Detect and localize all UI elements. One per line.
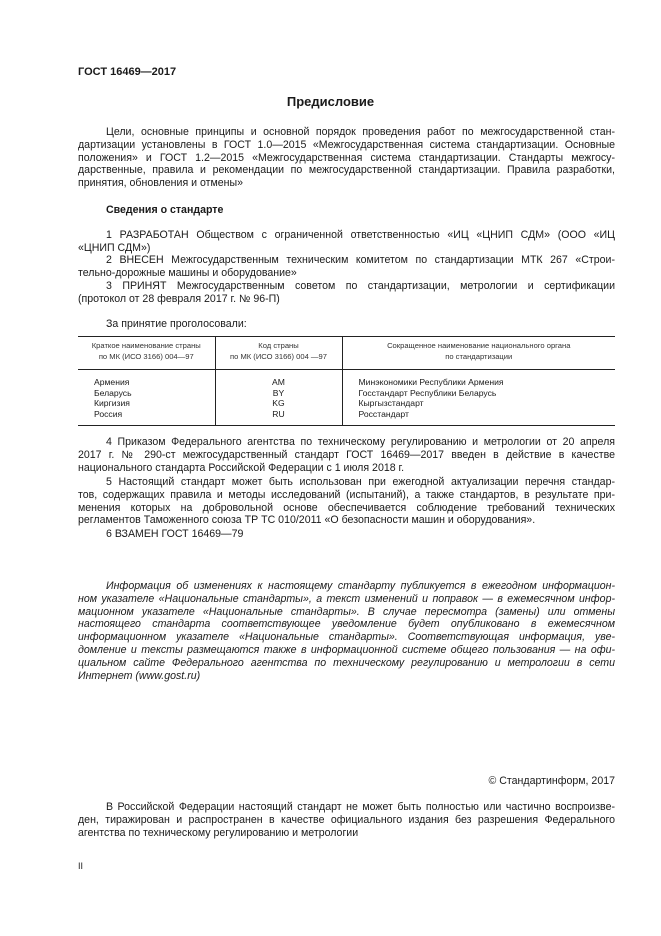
country-name-cell: Киргизия	[94, 398, 130, 408]
country-code-cell: RU	[215, 409, 342, 426]
reproduction-notice	[78, 801, 615, 839]
page-title: Предисловие	[286, 94, 375, 109]
table-row	[78, 398, 615, 409]
item-4-order	[78, 436, 615, 474]
intro-line: Цели, основные принципы и основной порядок проведения работ по межгосударственной стан-	[106, 126, 615, 138]
item-4-line: национального стандарта Российской Федерации с 1 июля 2018 г.	[78, 461, 405, 474]
intro-paragraph	[78, 126, 615, 190]
page-number: II	[78, 861, 84, 871]
table-row	[78, 388, 615, 399]
item-2-line: тельно-дорожные машины и оборудование»	[78, 266, 297, 279]
national-body-header: Сокращенное наименование национального органа по стандартизации	[342, 337, 615, 370]
country-code-cell: AM	[215, 370, 342, 388]
item-5-line: менения которых на добровольной основе обеспечивается соблюдение требований технических	[78, 501, 615, 514]
country-code-cell: BY	[215, 388, 342, 399]
reproduction-line: ден, тиражирован и распространен в качестве официального издания без разрешения Федерального	[78, 813, 615, 826]
changes-info-line: домление и тексты размещаются также в информационной системе общего пользования — на офи-	[78, 643, 615, 656]
item-5-usage	[78, 476, 615, 527]
country-name-cell: Беларусь	[94, 387, 132, 398]
national-body-cell: Госстандарт Республики Беларусь	[342, 388, 615, 399]
changes-info-line: циальном сайте Федерального агентства по техническому регулированию и метрологии в сети	[78, 656, 615, 669]
country-code-cell: KG	[215, 398, 342, 409]
item-3-adopted	[78, 280, 615, 306]
voting-countries-table	[78, 336, 615, 426]
item-2-line: 2 ВНЕСЕН Межгосударственным техническим комитетом по стандартизации МТК 267 «Строи-	[106, 254, 615, 266]
item-3-line: 3 ПРИНЯТ Межгосударственным советом по стандартизации, метрологии и сертификации	[106, 280, 615, 292]
table-row	[78, 409, 615, 426]
reproduction-line: В Российской Федерации настоящий стандарт не может быть полностью или частично воспроизве-	[106, 801, 615, 813]
item-2-submitted	[78, 254, 615, 280]
changes-info-line: Интернет (www.gost.ru)	[78, 669, 201, 682]
item-5-line: тов, содержащих правила и методы исследований (испытаний), а также стандартов, в результате при-	[78, 488, 615, 501]
changes-info-line: мационном указателе «Национальные стандарты». В случае пересмотра (замены) или отмены	[78, 605, 615, 618]
country-code-header: Код страны по МК (ИСО 3166) 004 —97	[215, 337, 342, 370]
item-4-line: 4 Приказом Федерального агентства по техническому регулированию и метрологии от 20 апреля	[106, 436, 615, 448]
country-name-cell: Россия	[78, 409, 215, 426]
info-heading: Сведения о стандарте	[106, 204, 224, 216]
changes-info-line: ном указателе «Национальные стандарты», а текст изменений и поправок — в ежемесячном инфор-	[78, 592, 615, 605]
intro-line: принятия, обновления и отмены»	[78, 177, 244, 190]
item-6-replaces: 6 ВЗАМЕН ГОСТ 16469—79	[106, 528, 244, 540]
changes-info-line: настоящего стандарта соответствующее уведомление будет опубликовано в ежемесячном	[78, 618, 615, 631]
intro-line: дарственные, правила и рекомендации по межгосударственной стандартизации. Правила разработки,	[78, 164, 615, 177]
reproduction-line: агентства по техническому регулированию и метрологии	[78, 826, 359, 839]
item-3-line: (протокол от 28 февраля 2017 г. № 96-П)	[78, 292, 280, 305]
table-header-row	[78, 337, 615, 370]
national-body-cell: Минэкономики Республики Армения	[342, 370, 615, 388]
changes-info-line: Информация об изменениях к настоящему стандарту публикуется в ежегодном информацион-	[106, 580, 615, 592]
item-1-line: 1 РАЗРАБОТАН Обществом с ограниченной ответственностью «ИЦ «ЦНИП СДМ» (ООО «ИЦ	[106, 229, 615, 241]
changes-info-line: информационном указателе «Национальные стандарты». Соответствующая информация, уве-	[78, 631, 615, 644]
item-1-line: «ЦНИП СДМ»)	[78, 241, 151, 254]
intro-line: дартизации установлены в ГОСТ 1.0—2015 «Межгосударственная система стандартизации. Основные	[78, 138, 615, 151]
country-name-cell: Армения	[94, 377, 130, 387]
intro-line: положения» и ГОСТ 1.2—2015 «Межгосударственная система стандартизации. Стандарты межгосу-	[78, 151, 615, 164]
voted-label: За принятие проголосовали:	[106, 318, 247, 330]
national-body-cell: Росстандарт	[342, 409, 615, 426]
table-row	[78, 370, 615, 388]
item-1-developed	[78, 229, 615, 255]
item-5-line: регламентов Таможенного союза ТР ТС 010/2011 «О безопасности машин и оборудования».	[78, 514, 536, 527]
document-header: ГОСТ 16469—2017	[78, 66, 177, 78]
national-body-cell: Кыргызстандарт	[342, 398, 615, 409]
copyright-notice: © Стандартинформ, 2017	[488, 775, 615, 787]
changes-info-paragraph	[78, 580, 615, 682]
item-4-line: 2017 г. № 290-ст межгосударственный стандарт ГОСТ 16469—2017 введен в действие в качестве	[78, 448, 615, 461]
country-name-header: Краткое наименование страны по МК (ИСО 3166) 004—97	[78, 337, 215, 370]
item-5-line: 5 Настоящий стандарт может быть использован при ежегодной актуализации перечня стандар-	[106, 476, 615, 488]
